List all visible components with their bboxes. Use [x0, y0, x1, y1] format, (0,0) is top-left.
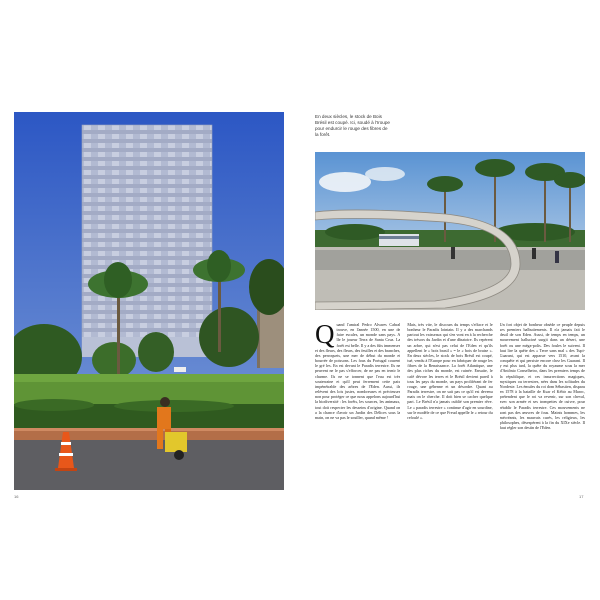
drop-cap: Q [315, 322, 335, 349]
page-number-right: 17 [579, 494, 584, 499]
photo-caption: En deux siècles, le stock de Bois Brésil est coupé. Ici, soudé à l'Iroupe pour endurcir le rouge des fibres de la forêt. [315, 114, 390, 137]
article-column-3: Un fort objet de bonheur obsède ce peuple depuis ses premiers balbutiements. Il n'a jamais fait le deuil de son Eden. Aussi, de temps en temps, un mouvement halluciné surgit dans un désert, une forêt ou une méga-polis. Des foules le suivent. Il faut lire la quête des « Terre sans mal » des Tupi-Guarani, qui est apparue vers 1510, avant la conquête et qui persiste encore chez les Guarani. Il y eut plus tard, la quête du royaume sous la mer d'Antônio Conselheiro, dans les premiers temps de la république, et ces insurrections magiques, mystiques ou terrestres, nées dans les solitudes du Nordeste. Les émules du roi dom Sébastien, disparu en 1578 à la bataille de Ksar el Kébir au Maroc, prétendent que le roi va revenir, sur son cheval, avec son armée et ses trompettes de cuivre, pour rétablir le Paradis terrestre. Ces mouvements ne sont pas des œuvres de fous. Maints hommes, les mécréants, les mauvais curés, les religieux, les philosophes, désespèrent à la fin du XIXe siècle. Il faut régler son destin de l'Eden. [499, 322, 585, 431]
article-column-1 [315, 322, 400, 492]
building-photo [14, 112, 284, 490]
page-number-left: 16 [14, 494, 19, 499]
article-column-2: Mais, très vite, le discours du temps s'efface et le bonheur le Paradis lointain. Il y a des marchands partout les vaisseaux qui s'en vont en à la recherche des trésors du Jardin et d'une dînatoire. Ils repèrent un arbre, qui n'est pas celui de l'Eden et qu'ils appellent le « bois brasil » = le « bois de braise ». En deux siècles, le stock de bois Brésil est coupé, tué, vendu à l'Europe pour en fabriquer de rouge les fibres de la Renaissance. La forêt Atlantique, une des plus riches du monde, est ruinée. Ensuite, le café dévore les terres et le Brésil devient pareil à tous les pays du monde, un pays proliférant de fer rouge, une géhenne et un désordre. Quant au Paradis terrestre, on ne sait pas ce qu'il est devenu mais on le cherche. Il doit bien se cacher quelque part. Le Brésil n'a jamais oublié son premier rêve. Le « paradis terrestre » continue d'agir en sourdine, sur le modèle de ce que Freud appelle le « retour du refoulé ». [407, 322, 493, 420]
column-text: uand l'amiral Pedro Alvares Cabral trouve, en l'année 1500, en une de faire escales, un monde sans pays. A île le joueur Terra de Santa Cruz. La forêt est belle. Il y a des fûts immenses et des fleurs, des fleurs, des feuilles et des branches, des perroquets, une mer de début du monde et bourrée de poissons. Les fous du Portugal courent le gré les. En est devant le Paradis terrestre. Ils ne peuvent ne le pas s'efforcer, de ne pas en ternir le charme. Ils ne se tonnent que l'eau est très souterraine et qu'il peut ferrement cette paix impénétrable des arbres de l'Eden. Aussi, ils relèvent des lois justes, nombreuses et précieuses non pour protéger ce que nous appelons aujourd'hui la biodiversité : les forêts, les sources, les animaux, tout doit respecter les desseins d'origine. Quand on a la chance d'avoir un Jardin des Délices sous la main, on ne va pas le souiller, quand même ! [315, 322, 401, 420]
plaza-photo [315, 152, 585, 310]
article-body [315, 322, 585, 492]
